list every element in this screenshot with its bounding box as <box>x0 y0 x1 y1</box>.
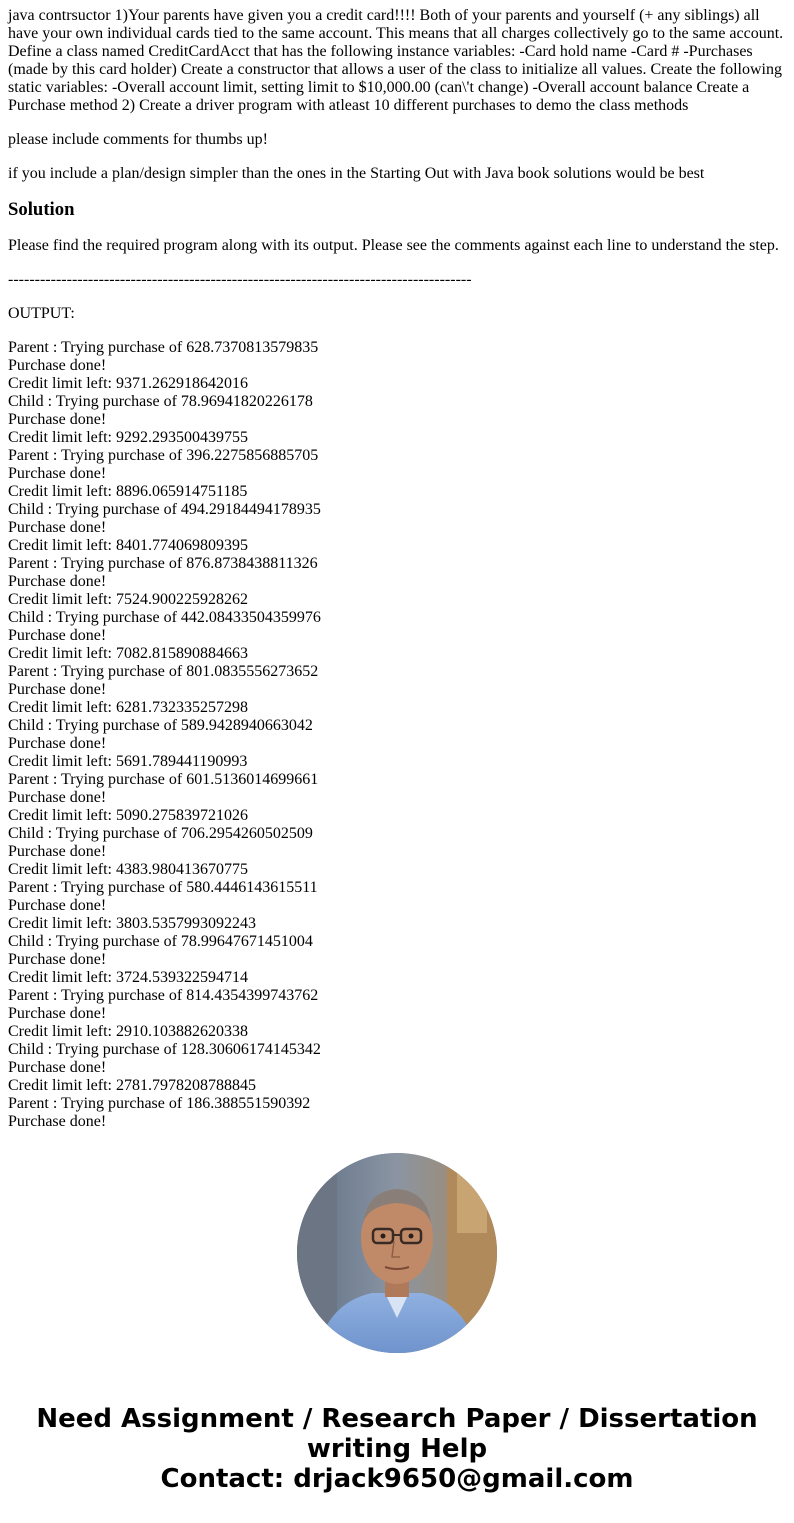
output-line: Credit limit left: 2910.103882620338 <box>8 1023 248 1040</box>
solution-intro: Please find the required program along with its output. Please see the comments against each line to understand the step. <box>8 237 779 254</box>
program-output <box>8 339 786 1147</box>
output-line: Child : Trying purchase of 706.2954260502509 <box>8 825 313 842</box>
output-line: Purchase done! <box>8 843 107 860</box>
output-line: Parent : Trying purchase of 396.2275856885705 <box>8 447 319 464</box>
solution-heading: Solution <box>8 199 75 220</box>
output-line: Parent : Trying purchase of 580.4446143615511 <box>8 879 318 896</box>
output-line: Purchase done! <box>8 735 107 752</box>
output-line: Parent : Trying purchase of 801.0835556273652 <box>8 663 319 680</box>
output-line: Purchase done! <box>8 789 107 806</box>
output-line: Purchase done! <box>8 357 107 374</box>
output-line: Parent : Trying purchase of 876.8738438811326 <box>8 555 318 572</box>
question-note-plan: if you include a plan/design simpler than the ones in the Starting Out with Java book solutions would be best <box>8 165 705 182</box>
output-line: Purchase done! <box>8 1059 107 1076</box>
output-line: Credit limit left: 8896.065914751185 <box>8 483 248 500</box>
output-line: Credit limit left: 3803.5357993092243 <box>8 915 256 932</box>
output-line: Credit limit left: 5691.789441190993 <box>8 753 248 770</box>
output-line: Purchase done! <box>8 465 107 482</box>
output-label: OUTPUT: <box>8 305 75 322</box>
question-note-comments: please include comments for thumbs up! <box>8 131 268 148</box>
output-line: Purchase done! <box>8 573 107 590</box>
output-line: Parent : Trying purchase of 601.5136014699661 <box>8 771 319 788</box>
output-line: Child : Trying purchase of 78.96941820226178 <box>8 393 313 410</box>
output-line: Credit limit left: 5090.275839721026 <box>8 807 248 824</box>
output-line: Child : Trying purchase of 589.9428940663042 <box>8 717 313 734</box>
output-line: Credit limit left: 2781.7978208788845 <box>8 1077 256 1094</box>
output-line: Child : Trying purchase of 442.08433504359976 <box>8 609 321 626</box>
output-line: Child : Trying purchase of 78.99647671451004 <box>8 933 313 950</box>
footer-line-1: Need Assignment / Research Paper / Dissertation <box>36 1404 758 1434</box>
output-line: Parent : Trying purchase of 814.4354399743762 <box>8 987 319 1004</box>
output-line: Credit limit left: 4383.980413670775 <box>8 861 248 878</box>
output-line: Purchase done! <box>8 519 107 536</box>
output-line: Parent : Trying purchase of 628.7370813579835 <box>8 339 319 356</box>
output-line: Purchase done! <box>8 1113 107 1130</box>
output-line: Purchase done! <box>8 951 107 968</box>
output-line: Parent : Trying purchase of 186.388551590392 <box>8 1095 311 1112</box>
output-line: Credit limit left: 3724.539322594714 <box>8 969 248 986</box>
output-line: Purchase done! <box>8 1005 107 1022</box>
output-line: Purchase done! <box>8 411 107 428</box>
solution-divider: --------------------------------------------------------------------------------------- <box>8 271 472 288</box>
document-body <box>8 7 786 1147</box>
output-line: Credit limit left: 8401.774069809395 <box>8 537 248 554</box>
question-text: java contrsuctor 1)Your parents have given you a credit card!!!! Both of your parents and yourself (+ any siblings) all have your own individual cards tied to the same account. This means that all charges collectively go to the same account. Define a class named CreditCardAcct that has the following instance variables: -Card hold name -Card # -Purchases (made by this card holder) Create a constructor that allows a user of the class to initialize all values. Create the following static variables: -Overall account limit, setting limit to $10,000.00 (can\'t change) -Overall account balance Create a Purchase method 2) Create a driver program with atleast 10 different purchases to demo the class methods <box>8 7 784 114</box>
output-line: Child : Trying purchase of 494.29184494178935 <box>8 501 321 518</box>
footer-contact: Contact: drjack9650@gmail.com <box>160 1464 634 1494</box>
output-line: Purchase done! <box>8 681 107 698</box>
output-line: Credit limit left: 9292.293500439755 <box>8 429 248 446</box>
footer-line-2: writing Help <box>306 1434 488 1464</box>
author-photo <box>297 1153 497 1353</box>
output-line: Purchase done! <box>8 897 107 914</box>
output-line: Child : Trying purchase of 128.30606174145342 <box>8 1041 321 1058</box>
footer-banner <box>0 1404 794 1494</box>
output-line: Credit limit left: 6281.732335257298 <box>8 699 248 716</box>
output-line: Credit limit left: 9371.262918642016 <box>8 375 248 392</box>
output-line: Purchase done! <box>8 627 107 644</box>
author-avatar <box>297 1153 497 1353</box>
output-line: Credit limit left: 7082.815890884663 <box>8 645 248 662</box>
output-line: Credit limit left: 7524.900225928262 <box>8 591 248 608</box>
